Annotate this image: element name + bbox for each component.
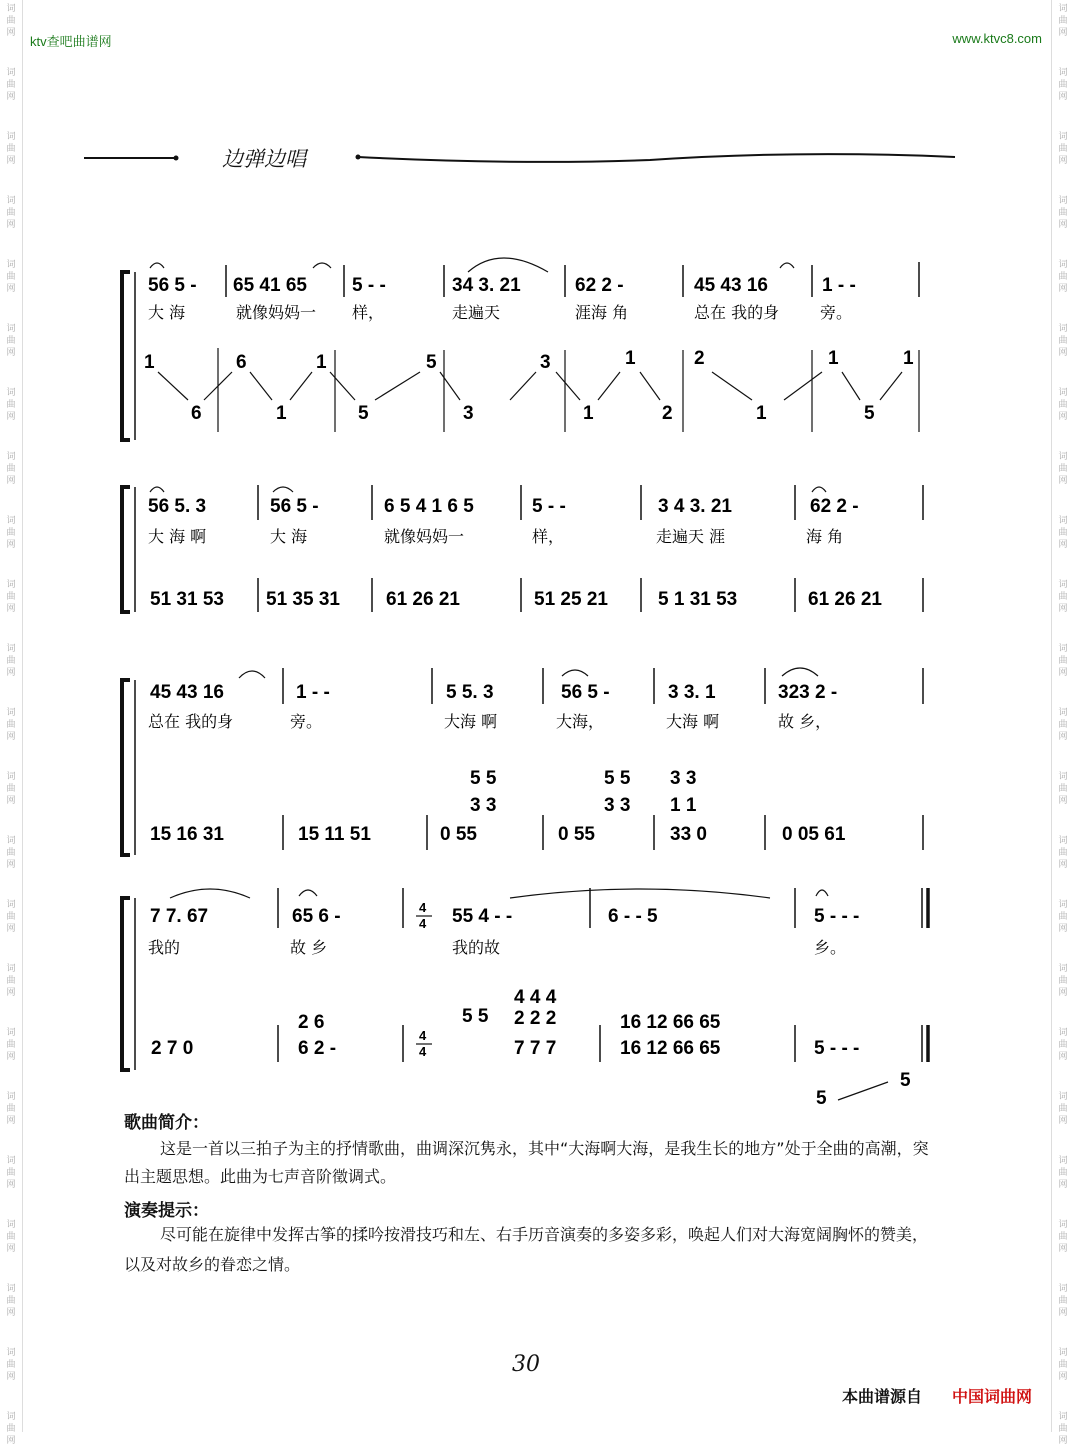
s3-a4: 0 55 [558, 824, 595, 845]
s1-bb3: 5 [358, 403, 369, 424]
s3-l4: 大海， [556, 712, 605, 731]
s1-l4: 走遍天 [452, 303, 501, 322]
right-site-watermark: www.ktvc8.com [952, 31, 1042, 46]
s1-bt3: 1 [316, 352, 327, 373]
watermark-glyph: 曲 [6, 1040, 16, 1050]
watermark-glyph: 词 [1058, 1092, 1068, 1102]
watermark-glyph: 曲 [6, 80, 16, 90]
page-number: 30 [512, 1352, 540, 1377]
watermark-glyph: 网 [1058, 1116, 1068, 1126]
watermark-glyph: 曲 [6, 1104, 16, 1114]
watermark-glyph: 词 [6, 708, 16, 718]
watermark-glyph: 网 [6, 156, 16, 166]
watermark-glyph: 曲 [6, 848, 16, 858]
s1-bb1: 6 [191, 403, 202, 424]
watermark-glyph: 曲 [1058, 208, 1068, 218]
intro-heading: 歌曲简介： [124, 1113, 209, 1133]
s4-ts2-top: 4 [419, 1028, 427, 1043]
system4-lyrics [148, 938, 846, 957]
system3-lyrics [148, 712, 831, 731]
s4-a8: 5 - - - [814, 1038, 860, 1059]
section-title: 边弹边唱 [222, 147, 306, 171]
s4-g2: 5 [900, 1070, 911, 1091]
system4-melody [150, 900, 859, 931]
watermark-glyph: 网 [6, 348, 16, 358]
s2-l4: 样， [532, 527, 565, 546]
watermark-glyph: 网 [6, 1116, 16, 1126]
s1-l3: 样， [352, 303, 385, 322]
watermark-glyph: 词 [1058, 900, 1068, 910]
s3-a3: 0 55 [440, 824, 477, 845]
s2-l1: 大 海 啊 [148, 527, 207, 546]
s3-a2: 15 11 51 [298, 824, 371, 845]
watermark-glyph: 网 [1058, 156, 1068, 166]
watermark-glyph: 网 [6, 1052, 16, 1062]
watermark-glyph: 词 [1058, 452, 1068, 462]
watermark-glyph: 曲 [6, 16, 16, 26]
s1-m7: 1 - - [822, 275, 856, 296]
s1-l2: 就像妈妈一 [236, 303, 317, 322]
watermark-glyph: 词 [6, 836, 16, 846]
s3-t5: 3 3 [670, 768, 697, 789]
watermark-glyph: 曲 [6, 528, 16, 538]
s4-m1: 7 7. 67 [150, 906, 209, 927]
watermark-glyph: 词 [6, 68, 16, 78]
s4-g1: 5 [816, 1088, 827, 1109]
s4-m4: 6 - - 5 [608, 906, 658, 927]
s4-l1: 我的 [148, 938, 181, 957]
s1-m3: 5 - - [352, 275, 386, 296]
watermark-glyph: 网 [1058, 1436, 1068, 1446]
watermark-glyph: 曲 [6, 592, 16, 602]
s3-m2: 1 - - [296, 682, 330, 703]
s1-m6: 45 43 16 [694, 275, 768, 296]
watermark-glyph: 网 [6, 860, 16, 870]
watermark-glyph: 网 [6, 924, 16, 934]
watermark-glyph: 词 [6, 516, 16, 526]
watermark-glyph: 词 [1058, 388, 1068, 398]
watermark-glyph: 词 [6, 4, 16, 14]
watermark-glyph: 曲 [6, 336, 16, 346]
watermark-glyph: 曲 [6, 1232, 16, 1242]
watermark-glyph: 词 [6, 196, 16, 206]
watermark-glyph: 词 [6, 644, 16, 654]
s3-m5: 3 3. 1 [668, 682, 716, 703]
s1-m4: 34 3. 21 [452, 275, 521, 296]
watermark-glyph: 词 [1058, 580, 1068, 590]
watermark-glyph: 曲 [6, 1424, 16, 1434]
watermark-glyph: 网 [6, 1244, 16, 1254]
watermark-glyph: 曲 [1058, 1424, 1068, 1434]
watermark-glyph: 曲 [1058, 1232, 1068, 1242]
watermark-glyph: 网 [6, 92, 16, 102]
system3-melody [150, 682, 837, 703]
watermark-glyph: 曲 [6, 464, 16, 474]
s3-a1: 15 16 31 [150, 824, 224, 845]
watermark-glyph: 网 [6, 476, 16, 486]
s4-a4: 5 5 [462, 1006, 489, 1027]
watermark-glyph: 网 [1058, 412, 1068, 422]
watermark-glyph: 网 [1058, 1244, 1068, 1254]
watermark-glyph: 曲 [1058, 1296, 1068, 1306]
s3-l1: 总在 我的身 [148, 712, 234, 731]
watermark-glyph: 词 [6, 388, 16, 398]
watermark-glyph: 词 [1058, 1412, 1068, 1422]
s3-l3: 大海 啊 [444, 712, 498, 731]
watermark-glyph: 网 [6, 796, 16, 806]
s1-l1: 大 海 [148, 303, 186, 322]
watermark-glyph: 词 [6, 900, 16, 910]
watermark-glyph: 曲 [1058, 976, 1068, 986]
system3-accomp [150, 768, 846, 845]
watermark-glyph: 词 [6, 1028, 16, 1038]
footer-source-label: 本曲谱源自 [842, 1387, 923, 1406]
s1-l6: 总在 我的身 [694, 303, 780, 322]
watermark-glyph: 网 [6, 1308, 16, 1318]
s4-l2: 故 乡 [290, 938, 328, 957]
watermark-glyph: 词 [1058, 1028, 1068, 1038]
watermark-glyph: 词 [6, 1092, 16, 1102]
s4-a3: 6 2 - [298, 1038, 337, 1059]
watermark-glyph: 曲 [1058, 1168, 1068, 1178]
watermark-glyph: 网 [6, 1372, 16, 1382]
watermark-glyph: 曲 [1058, 720, 1068, 730]
s3-a5: 33 0 [670, 824, 707, 845]
s4-l3: 我的故 [452, 938, 501, 957]
watermark-glyph: 网 [1058, 796, 1068, 806]
watermark-glyph: 曲 [1058, 464, 1068, 474]
watermark-glyph: 网 [1058, 284, 1068, 294]
watermark-glyph: 曲 [1058, 336, 1068, 346]
watermark-glyph: 词 [1058, 1156, 1068, 1166]
s3-t3: 5 5 [604, 768, 631, 789]
s1-bt9: 1 [903, 348, 914, 369]
watermark-glyph: 词 [6, 1284, 16, 1294]
watermark-glyph: 网 [1058, 1308, 1068, 1318]
watermark-glyph: 词 [6, 1156, 16, 1166]
s1-m1: 56 5 - [148, 275, 197, 296]
s3-m3: 5 5. 3 [446, 682, 494, 703]
system1-bass [144, 348, 914, 424]
s2-m3: 6 5 4 1 6 5 [384, 496, 474, 517]
s4-a2: 2 6 [298, 1012, 325, 1033]
watermark-glyph: 词 [6, 452, 16, 462]
watermark-glyph: 网 [1058, 92, 1068, 102]
watermark-glyph: 词 [6, 260, 16, 270]
s2-m1: 56 5. 3 [148, 496, 207, 517]
s2-a3: 61 26 21 [386, 589, 460, 610]
watermark-glyph: 曲 [6, 208, 16, 218]
watermark-glyph: 网 [6, 540, 16, 550]
watermark-glyph: 网 [6, 412, 16, 422]
watermark-glyph: 曲 [6, 1360, 16, 1370]
s2-a6: 61 26 21 [808, 589, 882, 610]
watermark-glyph: 曲 [6, 144, 16, 154]
watermark-glyph: 网 [1058, 1052, 1068, 1062]
watermark-glyph: 网 [1058, 668, 1068, 678]
footer-source-site[interactable]: 中国词曲网 [952, 1387, 1033, 1406]
watermark-glyph: 网 [1058, 988, 1068, 998]
s3-m4: 56 5 - [561, 682, 610, 703]
s4-ts2-bottom: 4 [419, 1044, 427, 1059]
system4-accomp [151, 987, 911, 1109]
s1-m2: 65 41 65 [233, 275, 307, 296]
s4-a7: 16 12 66 65 [620, 1038, 721, 1059]
watermark-glyph: 曲 [6, 400, 16, 410]
s2-a4: 51 25 21 [534, 589, 608, 610]
watermark-glyph: 曲 [1058, 272, 1068, 282]
watermark-glyph: 词 [1058, 708, 1068, 718]
watermark-glyph: 网 [6, 220, 16, 230]
s1-l7: 旁。 [820, 303, 853, 322]
watermark-glyph: 曲 [1058, 16, 1068, 26]
watermark-glyph: 网 [1058, 28, 1068, 38]
watermark-glyph: 词 [6, 324, 16, 334]
watermark-glyph: 词 [1058, 644, 1068, 654]
s2-m6: 62 2 - [810, 496, 859, 517]
watermark-glyph: 网 [6, 604, 16, 614]
watermark-glyph: 曲 [6, 272, 16, 282]
s3-t2: 3 3 [470, 795, 497, 816]
watermark-glyph: 词 [1058, 964, 1068, 974]
watermark-glyph: 网 [6, 732, 16, 742]
watermark-glyph: 曲 [6, 912, 16, 922]
s1-bt5: 3 [540, 352, 551, 373]
watermark-glyph: 词 [1058, 132, 1068, 142]
s1-bt7: 2 [694, 348, 705, 369]
watermark-glyph: 词 [6, 1348, 16, 1358]
watermark-glyph: 曲 [1058, 784, 1068, 794]
s2-l6: 海 角 [806, 527, 844, 546]
s4-a5: 7 7 7 [514, 1038, 557, 1059]
s2-a2: 51 35 31 [266, 589, 340, 610]
s1-bt4: 5 [426, 352, 437, 373]
s4-m3: 55 4 - - [452, 906, 513, 927]
watermark-glyph: 词 [6, 1412, 16, 1422]
s4-t1: 4 4 4 [514, 987, 557, 1008]
s2-l2: 大 海 [270, 527, 308, 546]
s1-bb6: 2 [662, 403, 673, 424]
watermark-glyph: 曲 [1058, 656, 1068, 666]
s1-bb8: 5 [864, 403, 875, 424]
s4-t2: 2 2 2 [514, 1008, 557, 1029]
watermark-glyph: 网 [6, 28, 16, 38]
watermark-glyph: 网 [6, 1180, 16, 1190]
s1-bt1: 1 [144, 352, 155, 373]
s4-m5: 5 - - - [814, 906, 860, 927]
watermark-glyph: 曲 [1058, 1360, 1068, 1370]
s3-m1: 45 43 16 [150, 682, 224, 703]
watermark-glyph: 词 [6, 132, 16, 142]
s4-ts-top: 4 [419, 900, 427, 915]
watermark-glyph: 曲 [6, 1168, 16, 1178]
watermark-glyph: 网 [1058, 1372, 1068, 1382]
watermark-glyph: 词 [1058, 516, 1068, 526]
watermark-glyph: 词 [6, 580, 16, 590]
s1-m5: 62 2 - [575, 275, 624, 296]
s4-a6: 16 12 66 65 [620, 1012, 721, 1033]
watermark-glyph: 网 [6, 668, 16, 678]
s2-m2: 56 5 - [270, 496, 319, 517]
watermark-glyph: 词 [1058, 1284, 1068, 1294]
system2-accomp [150, 589, 882, 610]
left-site-watermark: ktv查吧曲谱网 [30, 34, 112, 49]
watermark-glyph: 曲 [1058, 144, 1068, 154]
s1-bb7: 1 [756, 403, 767, 424]
watermark-glyph: 曲 [1058, 1040, 1068, 1050]
watermark-glyph: 词 [1058, 836, 1068, 846]
watermark-glyph: 曲 [1058, 1104, 1068, 1114]
watermark-glyph: 网 [1058, 732, 1068, 742]
system1-melody [148, 275, 856, 296]
watermark-glyph: 网 [1058, 348, 1068, 358]
watermark-glyph: 词 [6, 1220, 16, 1230]
s3-a6: 0 05 61 [782, 824, 846, 845]
system1-lyrics [148, 303, 852, 322]
watermark-glyph: 曲 [6, 784, 16, 794]
intro-text: 这是一首以三拍子为主的抒情歌曲，曲调深沉隽永，其中“大海啊大海，是我生长的地方”处于全曲的高潮，突出主题思想。此曲为七声音阶徵调式。 [124, 1139, 929, 1186]
watermark-glyph: 网 [1058, 220, 1068, 230]
s4-a1: 2 7 0 [151, 1038, 194, 1059]
watermark-glyph: 词 [1058, 772, 1068, 782]
s2-a1: 51 31 53 [150, 589, 224, 610]
watermark-glyph: 曲 [6, 976, 16, 986]
watermark-glyph: 曲 [1058, 848, 1068, 858]
watermark-glyph: 网 [1058, 604, 1068, 614]
s3-l2: 旁。 [290, 712, 323, 731]
s3-l5: 大海 啊 [666, 712, 720, 731]
watermark-glyph: 词 [1058, 4, 1068, 14]
watermark-glyph: 网 [6, 988, 16, 998]
watermark-glyph: 词 [1058, 68, 1068, 78]
s1-bt6: 1 [625, 348, 636, 369]
watermark-glyph: 网 [1058, 476, 1068, 486]
system2-melody [148, 496, 859, 517]
watermark-glyph: 词 [1058, 196, 1068, 206]
s2-l3: 就像妈妈一 [384, 527, 465, 546]
watermark-glyph: 网 [1058, 924, 1068, 934]
watermark-glyph: 网 [1058, 1180, 1068, 1190]
s1-bb5: 1 [583, 403, 594, 424]
system2-lyrics [148, 527, 843, 546]
s3-l6: 故 乡， [778, 712, 832, 731]
s3-t6: 1 1 [670, 795, 697, 816]
s4-ts-bottom: 4 [419, 916, 427, 931]
performance-heading: 演奏提示： [124, 1201, 209, 1221]
watermark-glyph: 词 [1058, 1348, 1068, 1358]
watermark-glyph: 曲 [1058, 592, 1068, 602]
watermark-glyph: 曲 [6, 720, 16, 730]
s4-l4: 乡。 [814, 938, 847, 957]
watermark-glyph: 曲 [1058, 528, 1068, 538]
s2-m4: 5 - - [532, 496, 566, 517]
watermark-glyph: 曲 [1058, 912, 1068, 922]
s3-t4: 3 3 [604, 795, 631, 816]
s1-bt8: 1 [828, 348, 839, 369]
watermark-glyph: 曲 [6, 656, 16, 666]
s1-bb2: 1 [276, 403, 287, 424]
watermark-glyph: 网 [6, 284, 16, 294]
s4-m2: 65 6 - [292, 906, 341, 927]
s1-bb4: 3 [463, 403, 474, 424]
watermark-glyph: 网 [1058, 540, 1068, 550]
watermark-glyph: 词 [1058, 324, 1068, 334]
s2-a5: 5 1 31 53 [658, 589, 738, 610]
s1-bt2: 6 [236, 352, 247, 373]
watermark-glyph: 曲 [6, 1296, 16, 1306]
watermark-glyph: 词 [6, 772, 16, 782]
watermark-glyph: 网 [6, 1436, 16, 1446]
watermark-glyph: 词 [6, 964, 16, 974]
s3-t1: 5 5 [470, 768, 497, 789]
performance-text: 尽可能在旋律中发挥古筝的揉吟按滑技巧和左、右手历音演奏的多姿多彩，唤起人们对大海宽阔胸怀的赞美，以及对故乡的眷恋之情。 [124, 1225, 929, 1274]
watermark-glyph: 曲 [1058, 80, 1068, 90]
s1-l5: 涯海 角 [575, 303, 629, 322]
watermark-glyph: 曲 [1058, 400, 1068, 410]
s2-l5: 走遍天 涯 [656, 527, 726, 546]
s3-m6: 323 2 - [778, 682, 838, 703]
watermark-glyph: 词 [1058, 260, 1068, 270]
watermark-glyph: 词 [1058, 1220, 1068, 1230]
watermark-glyph: 网 [1058, 860, 1068, 870]
s2-m5: 3 4 3. 21 [658, 496, 732, 517]
